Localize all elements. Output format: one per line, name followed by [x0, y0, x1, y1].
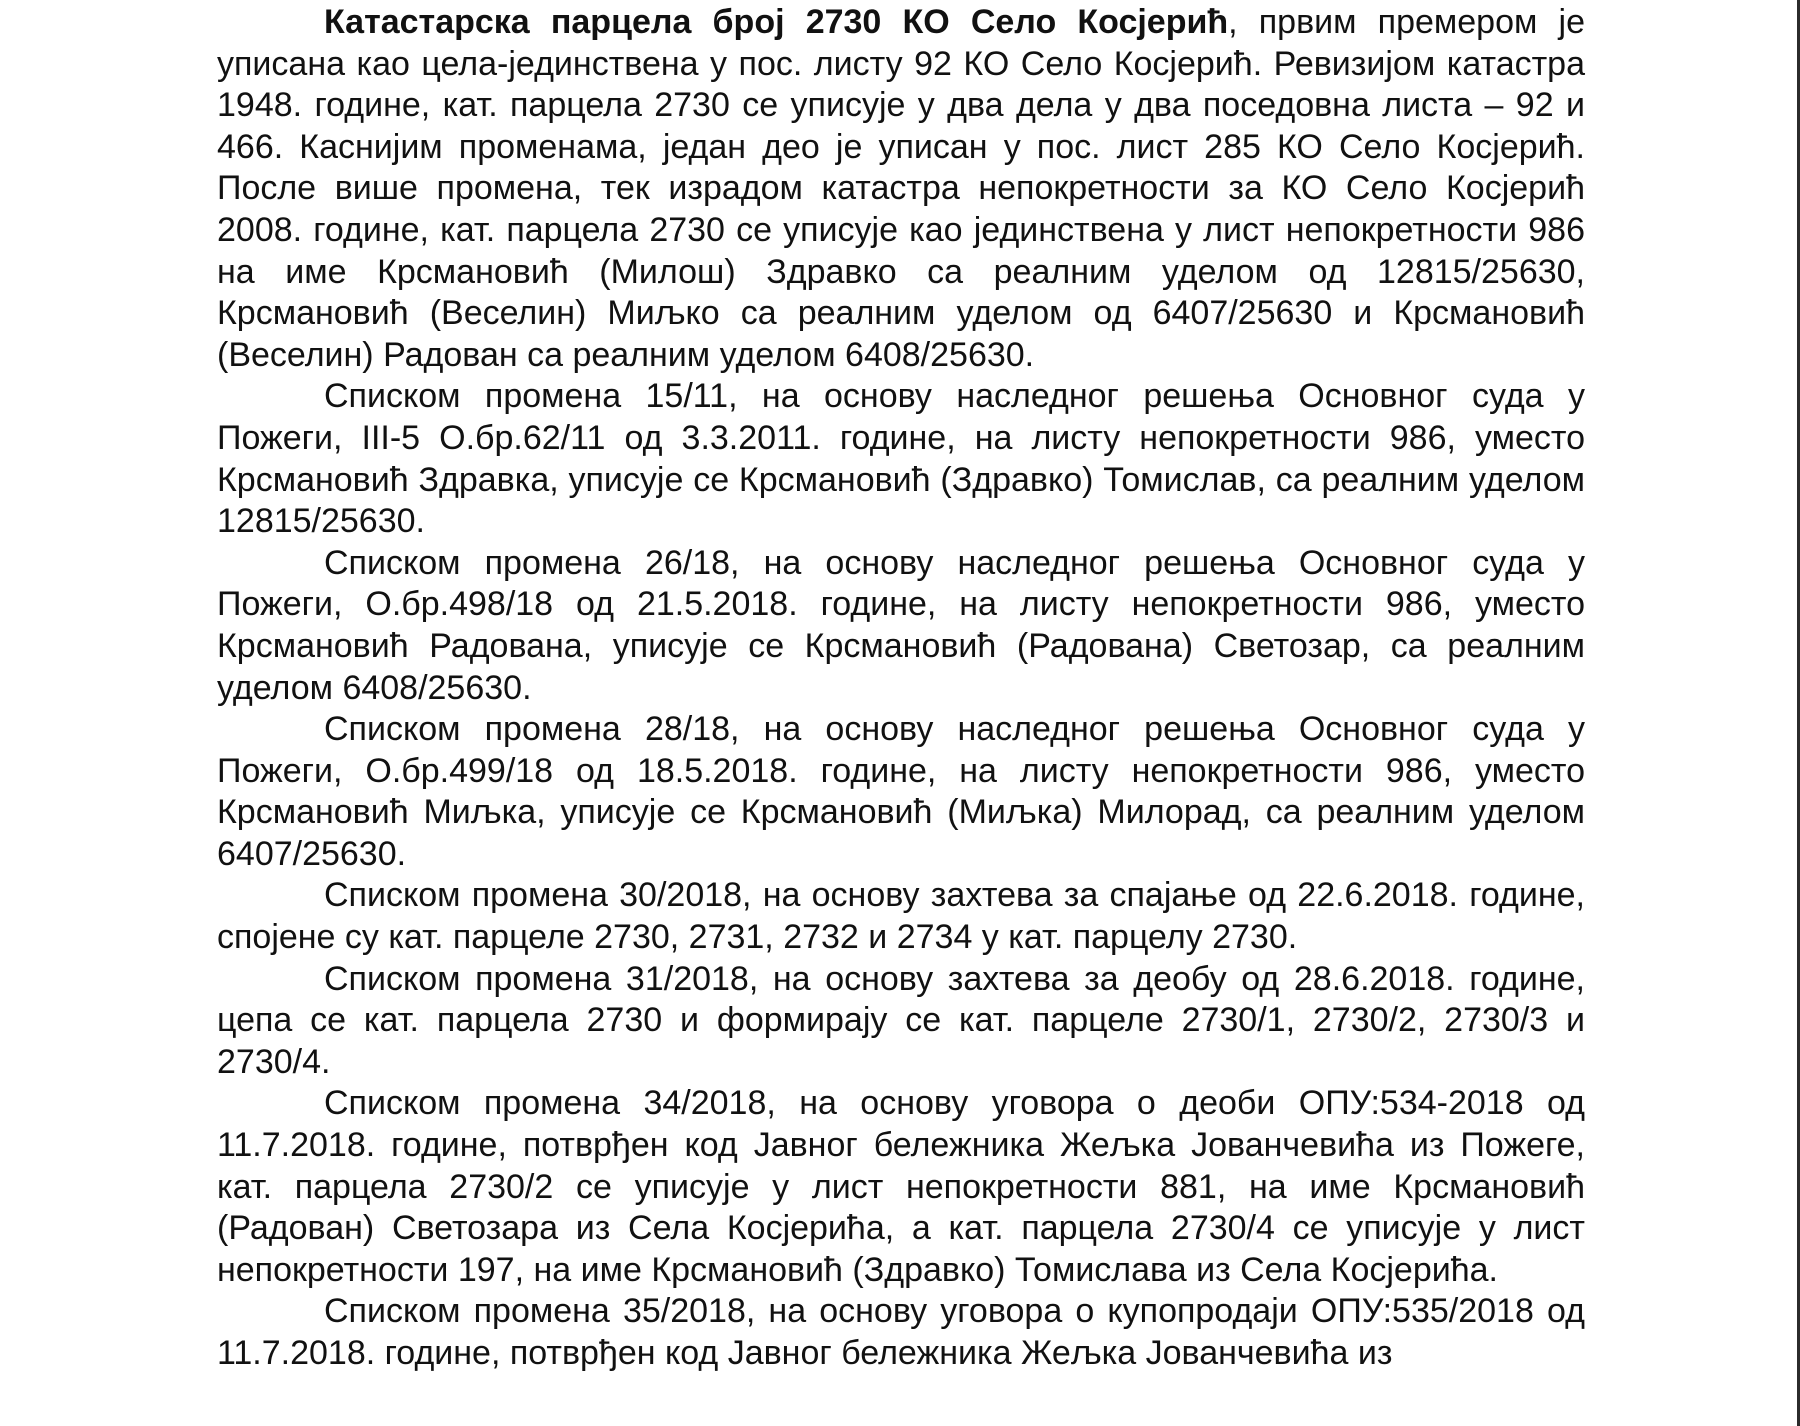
paragraph-text: , првим премером је уписана као цела-јединствена у пос. листу 92 КО Село Косјерић. Ревизијом катастра 1948. године, кат. парцела 2730 се уписује у два дела у два поседовна листа – 92 и 466. Каснијим променама, један део је уписан у пос. лист 285 КО Село Косјерић. После више промена, тек израдом катастра непокретности за КО Село Косјерић 2008. године, кат. парцела 2730 се уписује као јединствена у лист непокретности 986 на име Крсмановић (Милош) Здравко са реалним уделом од 12815/25630, Крсмановић (Веселин) Миљко са реалним уделом од 6407/25630 и Крсмановић (Веселин) Радован са реалним уделом 6408/25630.: [217, 3, 1585, 374]
parcel-title-bold: Катастарска парцела број 2730 КО Село Косјерић: [324, 3, 1229, 41]
paragraph-change-35-2018: Списком промена 35/2018, на основу уговора о купопродаји ОПУ:535/2018 од 11.7.2018. године, потврђен код Јавног бележника Жељка Јованчевића из: [217, 1292, 1585, 1372]
paragraph-change-15-11: Списком промена 15/11, на основу наследног решења Основног суда у Пожеги, III-5 О.бр.62/11 од 3.3.2011. године, на листу непокретности 986, уместо Крсмановић Здравка, уписује се Крсмановић (Здравко) Томислав, са реалним уделом 12815/25630.: [217, 377, 1585, 541]
paragraph-change-34-2018: Списком промена 34/2018, на основу уговора о деоби ОПУ:534-2018 од 11.7.2018. године, потврђен код Јавног бележника Жељка Јованчевића из Пожеге, кат. парцела 2730/2 се уписује у лист непокретности 881, на име Крсмановић (Радован) Светозара из Села Косјерића, а кат. парцела 2730/4 се уписује у лист непокретности 197, на име Крсмановић (Здравко) Томислава из Села Косјерића.: [217, 1084, 1585, 1289]
paragraph-change-31-2018: Списком промена 31/2018, на основу захтева за деобу од 28.6.2018. године, цепа се кат. парцела 2730 и формирају се кат. парцеле 2730/1, 2730/2, 2730/3 и 2730/4.: [217, 959, 1585, 1081]
paragraph-change-26-18: Списком промена 26/18, на основу наследног решења Основног суда у Пожеги, О.бр.498/18 од 21.5.2018. године, на листу непокретности 986, уместо Крсмановић Радована, уписује се Крсмановић (Радована) Светозар, са реалним уделом 6408/25630.: [217, 543, 1585, 707]
paragraph-change-30-2018: Списком промена 30/2018, на основу захтева за спајање од 22.6.2018. године, спојене су кат. парцеле 2730, 2731, 2732 и 2734 у кат. парцелу 2730.: [217, 876, 1585, 957]
paragraph-parcel-history: [217, 2, 1585, 376]
paragraph-change-28-18: Списком промена 28/18, на основу наследног решења Основног суда у Пожеги, О.бр.499/18 од 18.5.2018. године, на листу непокретности 986, уместо Крсмановић Миљка, уписује се Крсмановић (Миљка) Милорад, са реалним уделом 6407/25630.: [217, 710, 1585, 873]
document-text-block: [217, 2, 1585, 1375]
